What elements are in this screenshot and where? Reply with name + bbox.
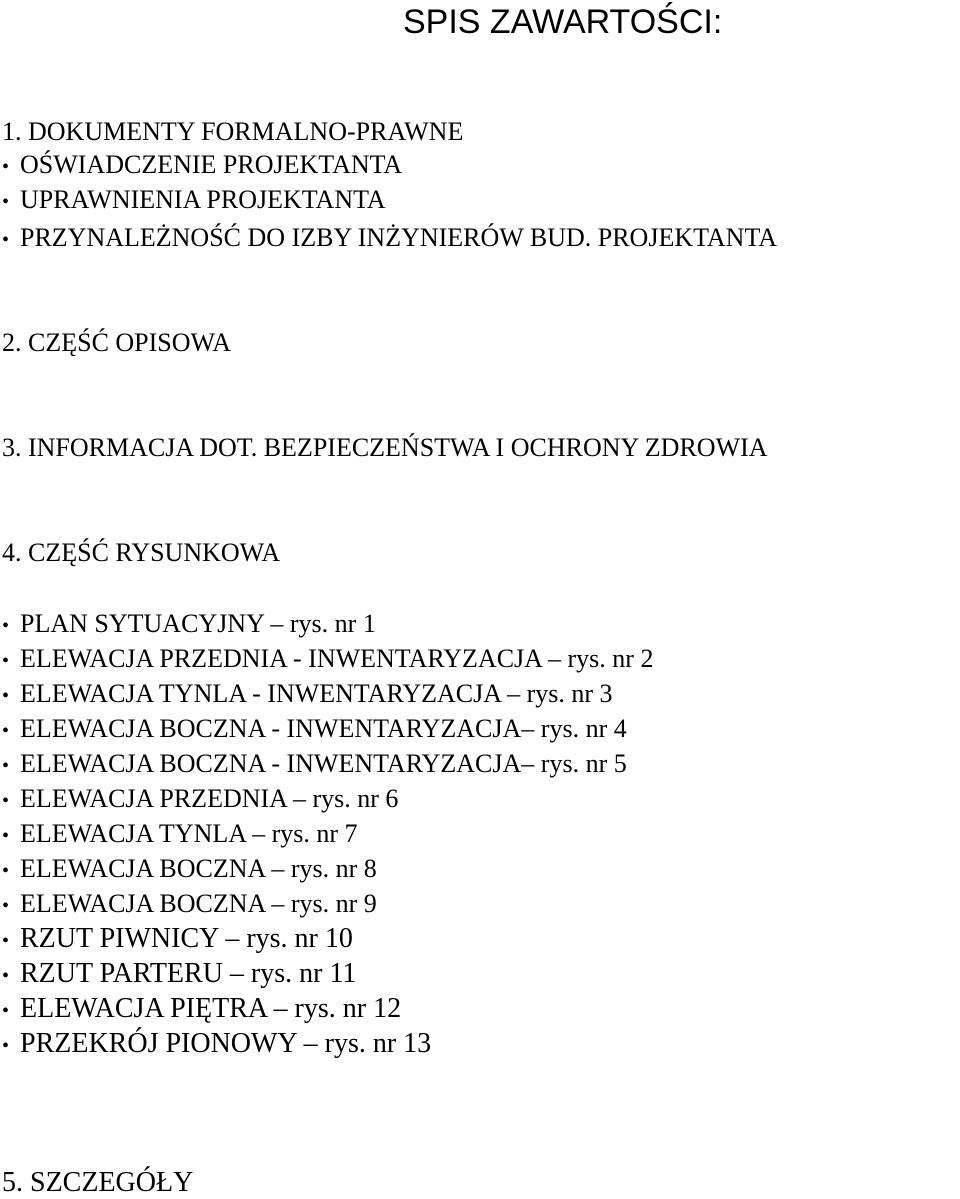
list-item-text: ELEWACJA PRZEDNIA – rys. nr 6 xyxy=(20,784,399,813)
list-item xyxy=(2,924,353,954)
list-item-text: PLAN SYTUACYJNY – rys. nr 1 xyxy=(20,609,376,638)
list-item xyxy=(2,223,777,253)
bullet-icon: • xyxy=(2,650,10,672)
list-item-text: RZUT PIWNICY – rys. nr 10 xyxy=(20,923,353,954)
list-item-text: ELEWACJA TYNLA – rys. nr 7 xyxy=(20,819,358,848)
list-item xyxy=(2,185,386,215)
list-item-text: ELEWACJA PRZEDNIA - INWENTARYZACJA – rys. nr 2 xyxy=(20,644,654,673)
list-item-text: RZUT PARTERU – rys. nr 11 xyxy=(20,958,357,989)
section-heading-safety-information: 3. INFORMACJA DOT. BEZPIECZEŃSTWA I OCHRONY ZDROWIA xyxy=(2,433,768,462)
bullet-icon: • xyxy=(2,1035,10,1057)
list-item-text: ELEWACJA BOCZNA - INWENTARYZACJA– rys. nr 5 xyxy=(20,749,627,778)
list-item xyxy=(2,609,376,639)
page-title: SPIS ZAWARTOŚCI: xyxy=(403,3,723,41)
list-item xyxy=(2,819,358,849)
section-heading-details: 5. SZCZEGÓŁY xyxy=(2,1167,194,1198)
bullet-icon: • xyxy=(2,965,10,987)
list-item-text: UPRAWNIENIA PROJEKTANTA xyxy=(20,185,386,214)
list-item xyxy=(2,959,356,989)
list-item xyxy=(2,714,627,744)
list-item-text: PRZYNALEŻNOŚĆ DO IZBY INŻYNIERÓW BUD. PROJEKTANTA xyxy=(20,223,778,252)
bullet-icon: • xyxy=(2,860,10,882)
bullet-icon: • xyxy=(2,895,10,917)
section-heading-formal-documents: 1. DOKUMENTY FORMALNO-PRAWNE xyxy=(2,117,464,146)
list-item-text: ELEWACJA PIĘTRA – rys. nr 12 xyxy=(20,993,402,1024)
bullet-icon: • xyxy=(2,191,10,213)
bullet-icon: • xyxy=(2,156,10,178)
bullet-icon: • xyxy=(2,229,10,251)
list-item-text: ELEWACJA BOCZNA – rys. nr 8 xyxy=(20,854,377,883)
list-item xyxy=(2,150,402,180)
list-item-text: ELEWACJA TYNLA - INWENTARYZACJA – rys. nr 3 xyxy=(20,679,613,708)
list-item-text: PRZEKRÓJ PIONOWY – rys. nr 13 xyxy=(20,1028,432,1059)
bullet-icon: • xyxy=(2,1000,10,1022)
list-item-text: OŚWIADCZENIE PROJEKTANTA xyxy=(20,150,403,179)
bullet-icon: • xyxy=(2,615,10,637)
bullet-icon: • xyxy=(2,755,10,777)
list-item xyxy=(2,679,613,709)
list-item xyxy=(2,994,401,1024)
bullet-icon: • xyxy=(2,685,10,707)
list-item xyxy=(2,889,377,919)
section-heading-drawings-part: 4. CZĘŚĆ RYSUNKOWA xyxy=(2,538,281,567)
bullet-icon: • xyxy=(2,720,10,742)
list-item xyxy=(2,784,398,814)
bullet-icon: • xyxy=(2,825,10,847)
bullet-icon: • xyxy=(2,930,10,952)
list-item-text: ELEWACJA BOCZNA - INWENTARYZACJA– rys. nr 4 xyxy=(20,714,627,743)
list-item xyxy=(2,1029,431,1059)
list-item-text: ELEWACJA BOCZNA – rys. nr 9 xyxy=(20,889,377,918)
list-item xyxy=(2,749,627,779)
list-item xyxy=(2,854,377,884)
list-item xyxy=(2,644,653,674)
section-heading-descriptive-part: 2. CZĘŚĆ OPISOWA xyxy=(2,328,231,357)
bullet-icon: • xyxy=(2,790,10,812)
